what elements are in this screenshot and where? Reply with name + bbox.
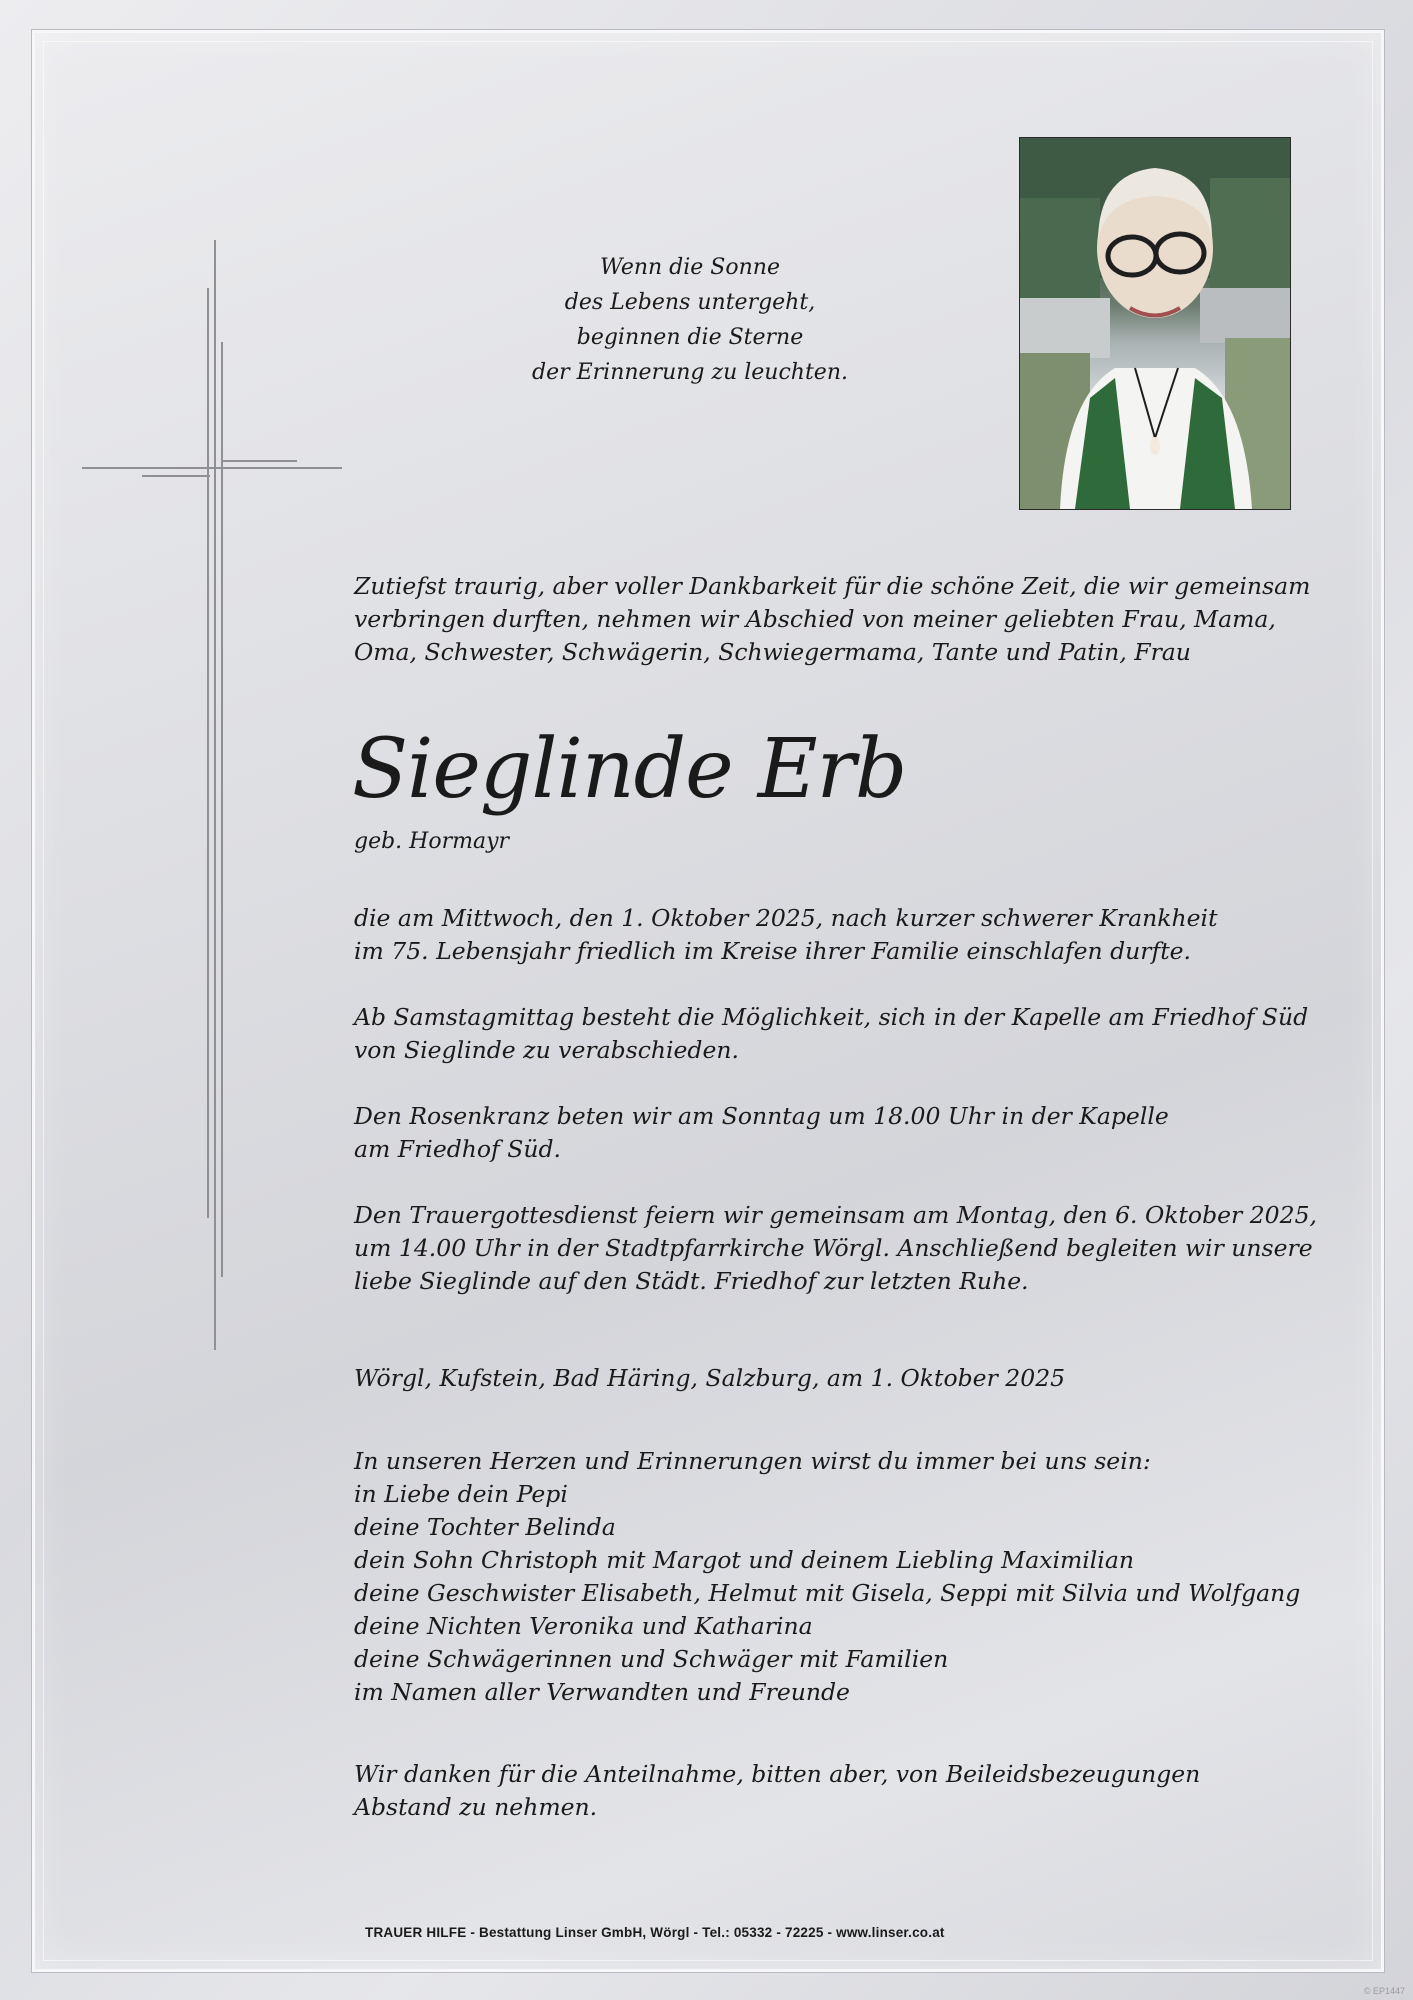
farewell-paragraph: Ab Samstagmittag besteht die Möglichkeit, sich in der Kapelle am Friedhof Süd von Sieglinde zu verabschieden. [354, 1003, 1309, 1064]
funeral-service-paragraph: Den Trauergottesdienst feiern wir gemeinsam am Montag, den 6. Oktober 2025, um 14.00 Uhr in der Stadtpfarrkirche Wörgl. Anschließend begleiten wir unsere liebe Sieglinde auf den Städt. Friedhof zur letzten Ruhe. [354, 1201, 1318, 1295]
deceased-name: Sieglinde Erb [352, 722, 907, 817]
quote-line: des Lebens untergeht, [564, 290, 816, 315]
family-list [354, 1445, 1300, 1709]
thanks-note: Wir danken für die Anteilnahme, bitten aber, von Beileidsbezeugungen Abstand zu nehmen. [354, 1760, 1201, 1821]
list-item: im Namen aller Verwandten und Freunde [354, 1678, 850, 1706]
place-and-date: Wörgl, Kufstein, Bad Häring, Salzburg, am 1. Oktober 2025 [354, 1364, 1066, 1392]
death-paragraph: die am Mittwoch, den 1. Oktober 2025, nach kurzer schwerer Krankheit im 75. Lebensjahr friedlich im Kreise ihrer Familie einschlafen durfte. [354, 904, 1218, 965]
rosary-paragraph: Den Rosenkranz beten wir am Sonntag um 18.00 Uhr in der Kapelle am Friedhof Süd. [354, 1102, 1169, 1163]
list-item: deine Nichten Veronika und Katharina [354, 1612, 813, 1640]
list-item: dein Sohn Christoph mit Margot und deinem Liebling Maximilian [354, 1546, 1134, 1574]
quote-line: der Erinnerung zu leuchten. [531, 360, 848, 385]
maiden-name: geb. Hormayr [354, 829, 510, 854]
list-item: In unseren Herzen und Erinnerungen wirst du immer bei uns sein: [354, 1447, 1151, 1475]
list-item: in Liebe dein Pepi [354, 1480, 568, 1508]
intro-text: Zutiefst traurig, aber voller Dankbarkeit für die schöne Zeit, die wir gemeinsam verbringen durften, nehmen wir Abschied von meiner geliebten Frau, Mama, Oma, Schwester, Schwägerin, Schwiegermama, Tante und Patin, Frau [354, 572, 1311, 666]
list-item: deine Tochter Belinda [354, 1513, 616, 1541]
portrait-photo [1019, 137, 1291, 510]
list-item: deine Schwägerinnen und Schwäger mit Familien [354, 1645, 949, 1673]
funeral-home-footer: TRAUER HILFE - Bestattung Linser GmbH, Wörgl - Tel.: 05332 - 72225 - www.linser.co.at [365, 1925, 945, 1940]
template-mark: © EP1447 [1363, 1986, 1405, 1996]
quote-line: Wenn die Sonne [600, 255, 780, 280]
list-item: deine Geschwister Elisabeth, Helmut mit Gisela, Seppi mit Silvia und Wolfgang [354, 1579, 1301, 1607]
memorial-quote [490, 250, 890, 390]
quote-line: beginnen die Sterne [576, 325, 804, 350]
